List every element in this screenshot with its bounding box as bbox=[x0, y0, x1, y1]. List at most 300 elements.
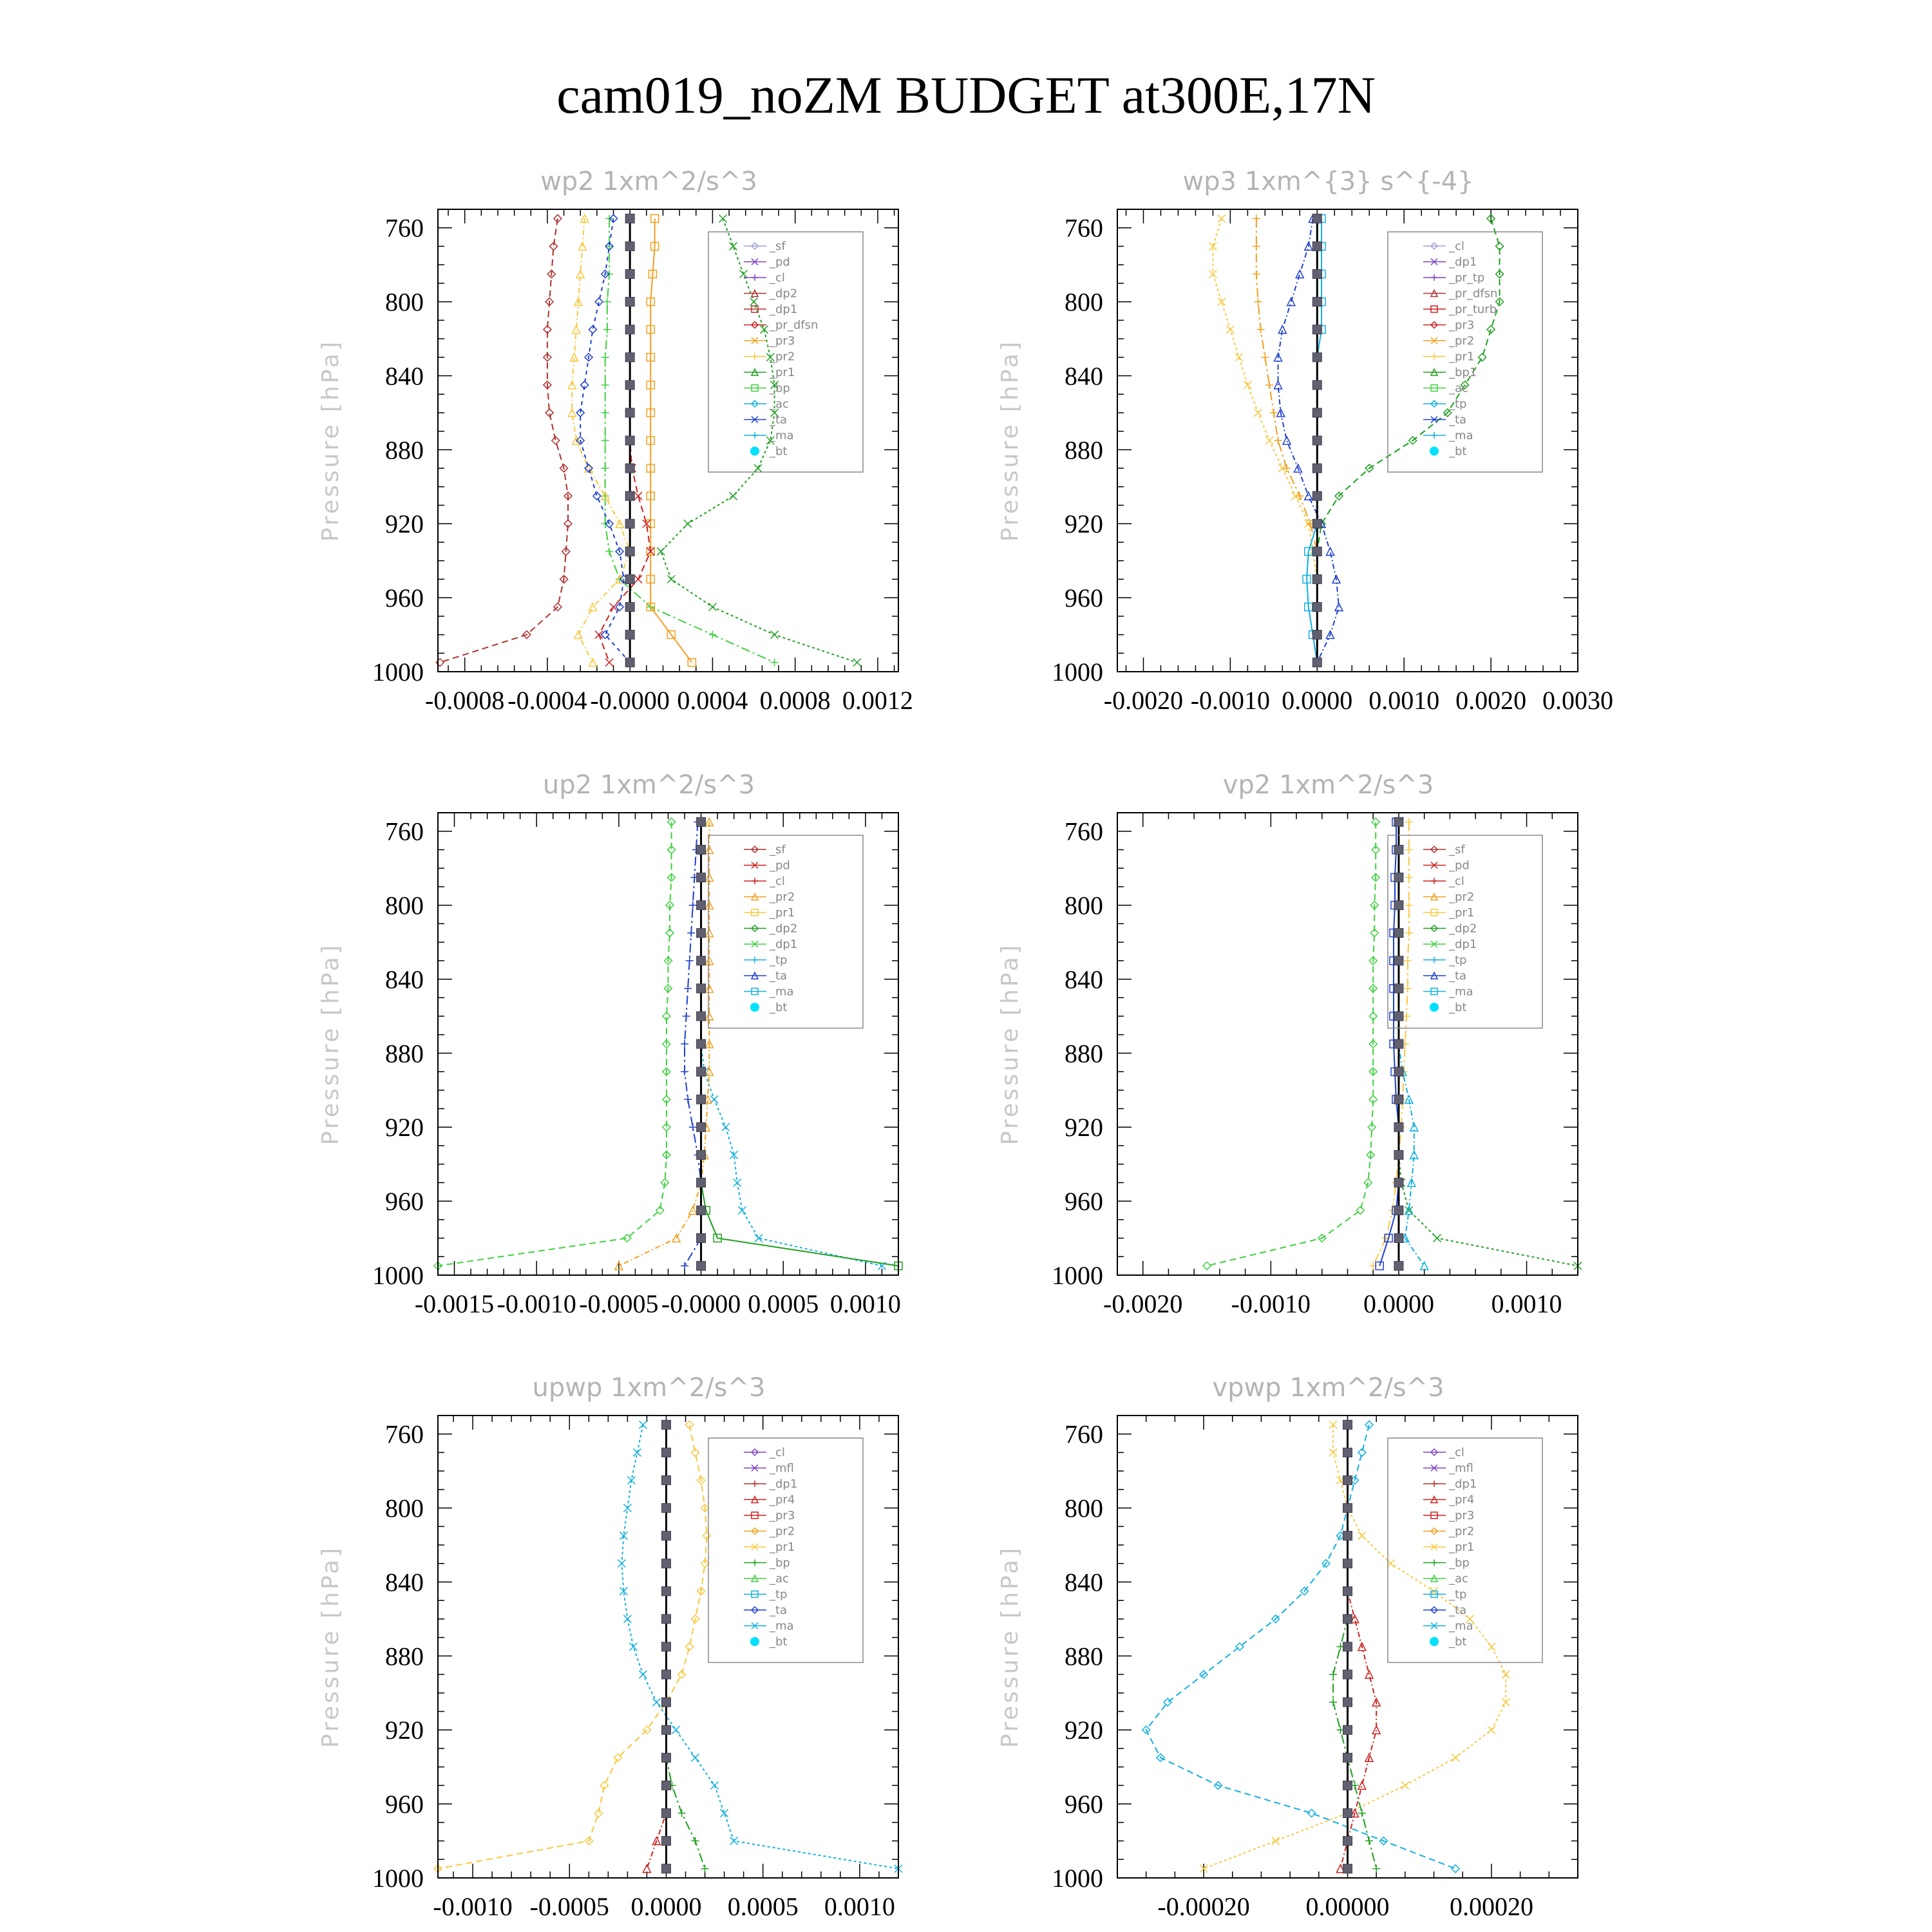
y-tick-label: 960 bbox=[385, 583, 424, 613]
data-point bbox=[1394, 1122, 1403, 1132]
data-point bbox=[1405, 929, 1413, 937]
y-tick-label: 840 bbox=[1065, 1567, 1103, 1597]
data-point bbox=[1312, 270, 1321, 279]
data-point bbox=[1401, 1781, 1409, 1789]
legend-label: _pr3 bbox=[770, 1509, 795, 1522]
x-tick-label: 0.0010 bbox=[1368, 686, 1440, 715]
series-line-tp bbox=[1146, 1425, 1455, 1868]
legend-marker bbox=[1430, 1003, 1439, 1012]
y-tick-label: 800 bbox=[1065, 891, 1103, 920]
y-tick-label: 760 bbox=[1065, 213, 1103, 243]
data-point bbox=[754, 464, 762, 472]
y-tick-label: 1000 bbox=[1052, 1864, 1103, 1893]
legend-label: _dp2 bbox=[770, 922, 798, 936]
data-point bbox=[601, 409, 609, 417]
series-line-pr1 bbox=[661, 218, 857, 662]
legend-label: _pr1 bbox=[770, 1540, 795, 1554]
data-point bbox=[661, 1781, 670, 1790]
legend-marker bbox=[1431, 1560, 1437, 1566]
panel-title: up2 1xm^2/s^3 bbox=[542, 770, 755, 800]
y-tick-label: 1000 bbox=[372, 1261, 424, 1290]
data-point bbox=[625, 270, 634, 279]
data-point bbox=[601, 492, 609, 500]
data-point bbox=[625, 353, 634, 362]
legend-label: _ma bbox=[770, 985, 794, 999]
y-axis-label: Pressure [hPa] bbox=[317, 942, 344, 1146]
data-point bbox=[689, 1123, 697, 1131]
y-tick-label: 800 bbox=[385, 891, 424, 920]
data-point bbox=[1452, 1754, 1459, 1761]
x-tick-label: -0.0010 bbox=[497, 1289, 576, 1318]
x-tick-label: 0.0005 bbox=[748, 1289, 819, 1318]
data-point bbox=[603, 326, 611, 334]
data-point bbox=[1394, 1150, 1403, 1159]
data-point bbox=[1405, 818, 1413, 826]
data-point bbox=[697, 1122, 706, 1132]
legend-marker bbox=[752, 957, 758, 963]
y-tick-label: 1000 bbox=[372, 658, 424, 687]
y-tick-label: 880 bbox=[1065, 435, 1103, 465]
data-point bbox=[721, 1809, 728, 1817]
legend-label: _pr_dfsn bbox=[1449, 287, 1498, 301]
data-point bbox=[697, 873, 706, 882]
y-tick-label: 960 bbox=[385, 1187, 424, 1217]
data-point bbox=[697, 984, 706, 993]
x-tick-label: -0.00020 bbox=[1157, 1892, 1250, 1921]
data-point bbox=[1283, 464, 1291, 472]
legend-label: _bt bbox=[1449, 1001, 1467, 1014]
legend-label: _ta bbox=[1449, 413, 1467, 427]
data-point bbox=[1394, 1012, 1403, 1021]
x-tick-label: -0.0020 bbox=[1103, 1289, 1183, 1318]
legend-label: _dp1 bbox=[770, 938, 798, 951]
data-point bbox=[1253, 214, 1260, 222]
data-point bbox=[1312, 519, 1321, 528]
legend-label: _sf bbox=[1449, 843, 1465, 857]
data-point bbox=[1343, 1531, 1352, 1540]
legend-label: _ma bbox=[1449, 985, 1473, 999]
legend-label: _dp1 bbox=[1449, 938, 1477, 951]
data-point bbox=[1394, 817, 1403, 826]
series-line-dp1 bbox=[1207, 822, 1376, 1265]
data-point bbox=[1265, 381, 1273, 389]
legend-label: _bt bbox=[770, 1635, 788, 1649]
data-point bbox=[1312, 658, 1321, 667]
data-point bbox=[686, 957, 694, 965]
x-tick-label: -0.0004 bbox=[507, 686, 587, 715]
series-line-dp2 bbox=[701, 822, 898, 1265]
data-point bbox=[605, 547, 613, 555]
data-point bbox=[1265, 437, 1273, 444]
data-point bbox=[667, 575, 675, 583]
data-point bbox=[683, 1012, 690, 1020]
data-point bbox=[625, 408, 634, 417]
data-point bbox=[697, 1039, 706, 1048]
series-line-pr3 bbox=[650, 218, 692, 662]
y-tick-label: 1000 bbox=[1052, 658, 1103, 687]
legend-label: _tp bbox=[770, 953, 788, 967]
data-point bbox=[719, 214, 726, 222]
data-point bbox=[1358, 1448, 1366, 1456]
data-point bbox=[1394, 901, 1403, 910]
y-tick-label: 800 bbox=[385, 1493, 424, 1523]
data-point bbox=[1343, 1642, 1352, 1651]
data-point bbox=[1209, 270, 1217, 278]
data-point bbox=[678, 1809, 686, 1817]
data-point bbox=[740, 270, 748, 278]
data-point bbox=[661, 1753, 670, 1762]
legend-label: _pr2 bbox=[1449, 890, 1475, 904]
data-point bbox=[623, 1615, 631, 1623]
data-point bbox=[729, 492, 737, 500]
panel-4 bbox=[997, 770, 1582, 1318]
x-tick-label: -0.0010 bbox=[433, 1892, 513, 1921]
data-point bbox=[689, 902, 697, 909]
legend-label: _pr2 bbox=[770, 350, 795, 364]
data-point bbox=[634, 492, 642, 500]
legend-label: _bt bbox=[1449, 444, 1467, 459]
data-point bbox=[643, 1865, 650, 1873]
x-tick-label: -0.0008 bbox=[425, 686, 505, 715]
data-point bbox=[697, 1095, 706, 1104]
legend-marker bbox=[752, 1560, 758, 1566]
legend-label: _pr_tp bbox=[1449, 271, 1485, 285]
data-point bbox=[1343, 1476, 1352, 1485]
data-point bbox=[1329, 1448, 1337, 1456]
data-point bbox=[1405, 874, 1413, 882]
series-line-pr2 bbox=[619, 822, 709, 1265]
legend-label: _tp bbox=[1449, 397, 1467, 411]
data-point bbox=[1343, 1808, 1352, 1817]
data-point bbox=[1312, 574, 1321, 583]
legend-label: _dp1 bbox=[1449, 1477, 1477, 1491]
legend-label: _bp1 bbox=[1449, 366, 1477, 379]
data-point bbox=[1312, 242, 1321, 251]
data-point bbox=[585, 464, 592, 472]
data-point bbox=[1403, 1012, 1410, 1020]
data-point bbox=[672, 1726, 680, 1734]
x-tick-label: 0.0010 bbox=[1491, 1289, 1562, 1318]
legend-label: _dp2 bbox=[770, 287, 798, 301]
data-point bbox=[1343, 1725, 1352, 1734]
data-point bbox=[708, 603, 716, 611]
data-point bbox=[697, 845, 706, 854]
data-point bbox=[625, 381, 634, 390]
data-point bbox=[771, 631, 779, 639]
series-line-ta bbox=[1278, 218, 1339, 662]
data-point bbox=[1358, 1809, 1366, 1817]
legend-label: _cl bbox=[1449, 875, 1464, 888]
legend-marker bbox=[750, 447, 759, 456]
data-point bbox=[1394, 1039, 1403, 1048]
data-point bbox=[1502, 1698, 1510, 1706]
data-point bbox=[1394, 1095, 1403, 1104]
legend-label: _ta bbox=[1449, 1604, 1467, 1617]
legend-label: _cl bbox=[770, 271, 785, 285]
data-point bbox=[661, 1642, 670, 1651]
data-point bbox=[625, 464, 634, 473]
legend-marker bbox=[752, 354, 758, 360]
data-point bbox=[661, 1698, 670, 1707]
data-point bbox=[1296, 270, 1303, 278]
data-point bbox=[634, 575, 642, 583]
y-axis-label: Pressure [hPa] bbox=[317, 1545, 344, 1748]
data-point bbox=[1343, 1420, 1352, 1429]
y-tick-label: 840 bbox=[385, 361, 424, 391]
data-point bbox=[1394, 956, 1403, 965]
plot-frame bbox=[438, 209, 898, 672]
data-point bbox=[708, 631, 716, 639]
plot-frame bbox=[1117, 813, 1578, 1275]
legend-label: _pr3 bbox=[770, 334, 795, 348]
legend-label: _pr2 bbox=[770, 890, 795, 904]
legend-label: _cl bbox=[770, 875, 785, 888]
legend-marker bbox=[1431, 1481, 1437, 1487]
y-axis-label: Pressure [hPa] bbox=[997, 339, 1023, 542]
legend-label: _bp bbox=[770, 1556, 790, 1570]
data-point bbox=[771, 659, 779, 667]
data-point bbox=[657, 547, 665, 555]
y-axis-label: Pressure [hPa] bbox=[317, 339, 344, 542]
data-point bbox=[697, 817, 706, 826]
data-point bbox=[1502, 1671, 1510, 1678]
legend-label: _pr4 bbox=[1449, 1493, 1475, 1507]
data-point bbox=[853, 659, 861, 667]
panel-title: vp2 1xm^2/s^3 bbox=[1222, 770, 1434, 800]
data-point bbox=[697, 1150, 706, 1159]
data-point bbox=[1312, 547, 1321, 556]
legend-label: _tp bbox=[1449, 1587, 1467, 1602]
data-point bbox=[661, 1448, 670, 1457]
data-point bbox=[1365, 1837, 1373, 1845]
data-point bbox=[697, 901, 706, 910]
legend-label: _pr1 bbox=[770, 366, 795, 379]
data-point bbox=[1312, 214, 1321, 223]
legend-label: _tp bbox=[770, 1587, 788, 1602]
y-tick-label: 840 bbox=[1065, 361, 1103, 391]
data-point bbox=[652, 1698, 660, 1706]
legend-label: _ac bbox=[770, 397, 789, 411]
legend-label: _bt bbox=[1449, 1635, 1467, 1649]
legend-label: _dp1 bbox=[1449, 255, 1477, 269]
data-point bbox=[661, 1504, 670, 1513]
x-tick-label: -0.0000 bbox=[590, 686, 670, 715]
legend-label: _pd bbox=[770, 858, 790, 873]
data-point bbox=[692, 1754, 699, 1761]
legend-label: _pr1 bbox=[770, 906, 795, 920]
data-point bbox=[625, 491, 634, 500]
y-tick-label: 920 bbox=[385, 1113, 424, 1142]
legend-label: _ta bbox=[1449, 969, 1467, 983]
data-point bbox=[661, 1615, 670, 1624]
y-tick-label: 1000 bbox=[1052, 1261, 1103, 1290]
y-tick-label: 760 bbox=[1065, 1419, 1103, 1449]
panel-title: vpwp 1xm^2/s^3 bbox=[1212, 1373, 1444, 1403]
data-point bbox=[1394, 1234, 1403, 1243]
y-axis-label: Pressure [hPa] bbox=[997, 1545, 1023, 1748]
data-point bbox=[639, 1421, 647, 1428]
panel-2 bbox=[997, 167, 1613, 715]
legend-label: _pd bbox=[770, 255, 790, 269]
data-point bbox=[1343, 1753, 1352, 1762]
data-point bbox=[1404, 985, 1412, 992]
y-tick-label: 1000 bbox=[372, 1864, 424, 1893]
legend-marker bbox=[1431, 957, 1437, 963]
x-tick-label: 0.0030 bbox=[1542, 686, 1613, 715]
legend-label: _pr4 bbox=[770, 1493, 795, 1507]
legend-marker bbox=[1431, 432, 1437, 439]
data-point bbox=[697, 929, 706, 938]
y-tick-label: 760 bbox=[385, 817, 424, 846]
data-point bbox=[1253, 270, 1260, 278]
data-point bbox=[1272, 1837, 1280, 1845]
data-point bbox=[1394, 1178, 1403, 1187]
panel-5 bbox=[317, 1373, 902, 1921]
data-point bbox=[625, 298, 634, 307]
y-tick-label: 880 bbox=[1065, 1039, 1103, 1068]
data-point bbox=[1244, 381, 1251, 389]
data-point bbox=[661, 1837, 670, 1846]
y-tick-label: 920 bbox=[1065, 509, 1103, 539]
x-tick-label: 0.0012 bbox=[842, 686, 913, 715]
x-tick-label: 0.0010 bbox=[824, 1892, 895, 1921]
legend-marker bbox=[750, 1637, 759, 1646]
data-point bbox=[681, 1040, 688, 1048]
data-point bbox=[681, 1262, 688, 1270]
data-point bbox=[697, 956, 706, 965]
data-point bbox=[1394, 873, 1403, 882]
data-point bbox=[661, 1420, 670, 1429]
legend-marker bbox=[1430, 1637, 1439, 1646]
data-point bbox=[601, 437, 609, 444]
data-point bbox=[1226, 326, 1234, 334]
data-point bbox=[661, 1531, 670, 1540]
legend-label: _pr1 bbox=[1449, 906, 1475, 920]
legend-label: _pr_turb bbox=[1449, 303, 1497, 316]
legend-label: _bp bbox=[1449, 1556, 1470, 1570]
x-tick-label: 0.0004 bbox=[677, 686, 748, 715]
x-tick-label: -0.0000 bbox=[661, 1289, 741, 1318]
data-point bbox=[1308, 1809, 1316, 1817]
data-point bbox=[1421, 1262, 1428, 1270]
data-point bbox=[618, 1560, 625, 1567]
data-point bbox=[734, 1179, 741, 1186]
x-tick-label: 0.0000 bbox=[1282, 686, 1353, 715]
y-tick-label: 880 bbox=[385, 1642, 424, 1671]
data-point bbox=[1343, 1504, 1352, 1513]
data-point bbox=[623, 1504, 631, 1512]
series-line-tp bbox=[701, 822, 882, 1265]
panel-title: wp3 1xm^{3} s^{-4} bbox=[1182, 167, 1474, 196]
panel-6 bbox=[997, 1373, 1578, 1921]
data-point bbox=[1312, 491, 1321, 500]
data-point bbox=[1343, 1559, 1352, 1568]
legend-label: _tp bbox=[1449, 953, 1467, 967]
legend-marker bbox=[752, 878, 758, 884]
data-point bbox=[1312, 602, 1321, 611]
legend-label: _ac bbox=[1449, 381, 1468, 395]
data-point bbox=[1479, 354, 1486, 361]
data-point bbox=[1312, 298, 1321, 307]
data-point bbox=[1343, 1670, 1352, 1679]
data-point bbox=[1358, 1532, 1366, 1540]
legend-label: _pr3 bbox=[1449, 318, 1475, 332]
legend-label: _pr3 bbox=[1449, 1509, 1475, 1522]
data-point bbox=[1405, 902, 1413, 909]
data-point bbox=[625, 519, 634, 528]
data-point bbox=[625, 547, 634, 556]
legend-label: _cl bbox=[1449, 1446, 1464, 1459]
legend-label: _sf bbox=[770, 843, 786, 857]
x-tick-label: -0.0005 bbox=[529, 1892, 609, 1921]
legend-label: _mfl bbox=[1449, 1461, 1473, 1475]
data-point bbox=[1218, 214, 1226, 222]
y-tick-label: 880 bbox=[385, 435, 424, 465]
data-point bbox=[710, 1095, 718, 1103]
y-tick-label: 800 bbox=[1065, 1493, 1103, 1523]
data-point bbox=[1343, 1781, 1352, 1790]
y-tick-label: 880 bbox=[385, 1039, 424, 1068]
series-line-pd bbox=[440, 218, 568, 662]
data-point bbox=[1274, 437, 1282, 444]
data-point bbox=[1343, 1587, 1352, 1596]
data-point bbox=[697, 1012, 706, 1021]
data-point bbox=[601, 381, 609, 389]
legend-marker bbox=[1431, 354, 1437, 360]
legend-label: _pr2 bbox=[1449, 1524, 1475, 1539]
data-point bbox=[1270, 409, 1278, 417]
x-tick-label: -0.0010 bbox=[1190, 686, 1271, 715]
y-axis-label: Pressure [hPa] bbox=[997, 942, 1023, 1146]
data-point bbox=[730, 1837, 738, 1845]
y-tick-label: 960 bbox=[385, 1790, 424, 1819]
data-point bbox=[1404, 957, 1412, 965]
data-point bbox=[661, 1725, 670, 1734]
data-point bbox=[1218, 298, 1226, 306]
data-point bbox=[711, 1781, 719, 1789]
panel-3 bbox=[317, 770, 902, 1318]
x-tick-label: 0.00020 bbox=[1449, 1892, 1533, 1921]
data-point bbox=[661, 1808, 670, 1817]
legend-label: _ta bbox=[770, 413, 788, 427]
data-point bbox=[1394, 1067, 1403, 1076]
legend-label: _cl bbox=[1449, 240, 1464, 253]
data-point bbox=[1296, 492, 1303, 500]
legend-marker bbox=[1430, 447, 1439, 456]
y-tick-label: 840 bbox=[385, 965, 424, 994]
series-line-dp1 bbox=[438, 822, 672, 1265]
legend-label: _mfl bbox=[770, 1461, 794, 1475]
x-tick-label: -0.0015 bbox=[414, 1289, 495, 1318]
data-point bbox=[1358, 1781, 1366, 1789]
series-line-dp2 bbox=[1399, 822, 1578, 1265]
data-point bbox=[625, 214, 634, 223]
data-point bbox=[1329, 1671, 1337, 1678]
y-tick-label: 800 bbox=[385, 287, 424, 317]
plot-frame bbox=[438, 813, 898, 1275]
data-point bbox=[697, 1234, 706, 1243]
legend-label: _ta bbox=[770, 1604, 788, 1617]
y-tick-label: 840 bbox=[1065, 965, 1103, 994]
data-point bbox=[1405, 846, 1413, 853]
data-point bbox=[684, 985, 692, 992]
legend-label: _pr1 bbox=[1449, 1540, 1475, 1554]
data-point bbox=[729, 242, 737, 250]
x-tick-label: 0.0000 bbox=[1363, 1289, 1434, 1318]
data-point bbox=[1329, 1698, 1337, 1706]
data-point bbox=[1312, 630, 1321, 639]
data-point bbox=[692, 1837, 699, 1845]
